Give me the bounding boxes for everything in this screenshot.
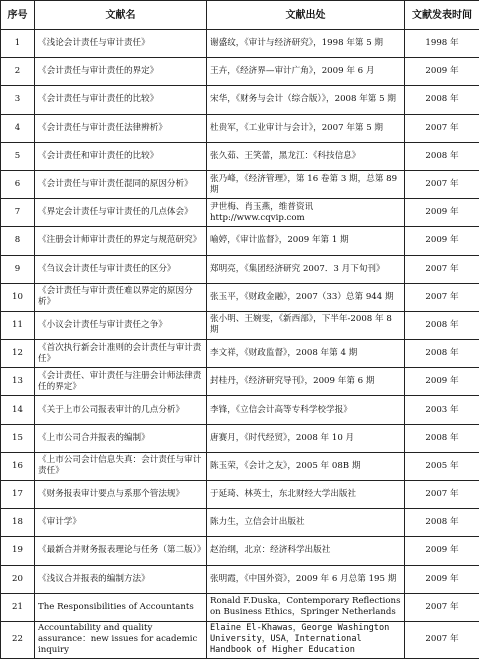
header-source: 文献出处 <box>207 1 405 30</box>
row-title: 《界定会计责任与审计责任的几点体会》 <box>35 199 207 227</box>
row-source: 郑明亮，《集团经济研究 2007．3 月下旬刊》 <box>207 255 405 283</box>
row-title: 《上市公司合并报表的编制》 <box>35 424 207 452</box>
row-number: 11 <box>1 311 35 339</box>
table-row <box>1 424 479 452</box>
row-number: 14 <box>1 396 35 424</box>
row-year: 2009 年 <box>405 227 479 255</box>
table-row <box>1 481 479 509</box>
row-number: 20 <box>1 565 35 593</box>
row-year: 2009 年 <box>405 368 479 396</box>
row-year: 2008 年 <box>405 424 479 452</box>
row-number: 6 <box>1 170 35 198</box>
table-row <box>1 86 479 114</box>
row-year: 2003 年 <box>405 396 479 424</box>
row-year: 2007 年 <box>405 621 479 658</box>
row-number: 5 <box>1 142 35 170</box>
row-year: 2009 年 <box>405 58 479 86</box>
row-source: 张明霞，《中国外资》，2009 年 6 月总第 195 期 <box>207 565 405 593</box>
row-year: 2008 年 <box>405 142 479 170</box>
row-source: 张乃峰，《经济管理》，第 16 卷第 3 期，总第 89 期 <box>207 170 405 198</box>
row-source: Elaine El-Khawas，George Washington University，USA，International Handbook of Higher Education <box>207 621 405 658</box>
row-source: 尹世梅、肖玉燕，维普资讯 http://www.cqvip.com <box>207 199 405 227</box>
row-source: 喻婷，《审计监督》，2009 年第 1 期 <box>207 227 405 255</box>
row-year: 2007 年 <box>405 170 479 198</box>
row-source: 杜贵军，《工业审计与会计》，2007 年第 5 期 <box>207 114 405 142</box>
row-number: 2 <box>1 58 35 86</box>
row-source: 张久茹、王笑蕾，黑龙江：《科技信息》 <box>207 142 405 170</box>
row-title: 《上市公司会计信息失真：会计责任与审计责任》 <box>35 452 207 480</box>
table-row <box>1 170 479 198</box>
table-row <box>1 142 479 170</box>
table-row <box>1 30 479 58</box>
row-source: 王卉，《经济界—审计广角》，2009 年 6 月 <box>207 58 405 86</box>
row-source: 唐赛月，《时代经贸》，2008 年 10 月 <box>207 424 405 452</box>
row-source: 张小明、王婉雯，《新西部》，下半年-2008 年 8 期 <box>207 311 405 339</box>
row-title: 《会计责任与审计责任混同的原因分析》 <box>35 170 207 198</box>
row-source: 谢盛纹，《审计与经济研究》，1998 年第 5 期 <box>207 30 405 58</box>
row-number: 18 <box>1 509 35 537</box>
row-title: 《会计责任、审计责任与注册会计师法律责任的界定》 <box>35 368 207 396</box>
table-row <box>1 565 479 593</box>
header-title: 文献名 <box>35 1 207 30</box>
row-year: 1998 年 <box>405 30 479 58</box>
row-source: 于延琦、林英士，东北财经大学出版社 <box>207 481 405 509</box>
row-title: 《会计责任与审计责任的界定》 <box>35 58 207 86</box>
header-year: 文献发表时间 <box>405 1 479 30</box>
row-number: 16 <box>1 452 35 480</box>
row-number: 12 <box>1 340 35 368</box>
table-row <box>1 593 479 621</box>
row-year: 2008 年 <box>405 340 479 368</box>
row-year: 2008 年 <box>405 509 479 537</box>
row-source: 李文祥，《财政监督》，2008 年第 4 期 <box>207 340 405 368</box>
row-source: 李锋，《立信会计高等专科学校学报》 <box>207 396 405 424</box>
table-row <box>1 199 479 227</box>
row-year: 2009 年 <box>405 565 479 593</box>
row-year: 2008 年 <box>405 86 479 114</box>
table-row <box>1 283 479 311</box>
row-number: 13 <box>1 368 35 396</box>
row-title: 《财务报表审计要点与系那个管法规》 <box>35 481 207 509</box>
table-row <box>1 621 479 658</box>
row-title: 《会计责任和审计责任的比较》 <box>35 142 207 170</box>
row-year: 2009 年 <box>405 537 479 565</box>
row-year: 2007 年 <box>405 283 479 311</box>
row-year: 2007 年 <box>405 255 479 283</box>
table-row <box>1 509 479 537</box>
row-title: 《注册会计师审计责任的界定与规范研究》 <box>35 227 207 255</box>
row-number: 3 <box>1 86 35 114</box>
row-number: 9 <box>1 255 35 283</box>
row-title: 《审计学》 <box>35 509 207 537</box>
table-row <box>1 452 479 480</box>
table-row <box>1 537 479 565</box>
row-source: 宋华，《财务与会计（综合版）》，2008 年第 5 期 <box>207 86 405 114</box>
row-title: 《浅论会计责任与审计责任》 <box>35 30 207 58</box>
table-row <box>1 368 479 396</box>
table-row <box>1 227 479 255</box>
row-source: Ronald F.Duska，Contemporary Reflections on Business Ethics，Springer Netherlands <box>207 593 405 621</box>
row-number: 22 <box>1 621 35 658</box>
row-title: Accountability and quality assurance：new issues for academic inquiry <box>35 621 207 658</box>
row-title: 《最新合并财务报表理论与任务（第二版）》 <box>35 537 207 565</box>
row-title: The Responsibilities of Accountants <box>35 593 207 621</box>
row-title: 《关于上市公司报表审计的几点分析》 <box>35 396 207 424</box>
row-year: 2007 年 <box>405 481 479 509</box>
row-year: 2009 年 <box>405 199 479 227</box>
row-title: 《会计责任与审计责任的比较》 <box>35 86 207 114</box>
row-number: 19 <box>1 537 35 565</box>
row-number: 1 <box>1 30 35 58</box>
row-title: 《小议会计责任与审计责任之争》 <box>35 311 207 339</box>
table-row <box>1 340 479 368</box>
row-title: 《首次执行新会计准则的会计责任与审计责任》 <box>35 340 207 368</box>
row-source: 张玉平，《财政金融》，2007（33）总第 944 期 <box>207 283 405 311</box>
header-row <box>1 1 479 30</box>
row-year: 2007 年 <box>405 114 479 142</box>
table-row <box>1 58 479 86</box>
header-no: 序号 <box>1 1 35 30</box>
row-number: 10 <box>1 283 35 311</box>
row-number: 7 <box>1 199 35 227</box>
table-row <box>1 396 479 424</box>
table-row <box>1 311 479 339</box>
row-source: 赵治纲，北京：经济科学出版社 <box>207 537 405 565</box>
row-source: 陈玉荣，《会计之友》，2005 年 08B 期 <box>207 452 405 480</box>
row-year: 2008 年 <box>405 311 479 339</box>
table-row <box>1 114 479 142</box>
row-number: 8 <box>1 227 35 255</box>
row-title: 《浅议合并报表的编制方法》 <box>35 565 207 593</box>
row-number: 17 <box>1 481 35 509</box>
row-number: 21 <box>1 593 35 621</box>
row-title: 《会计责任与审计责任难以界定的原因分析》 <box>35 283 207 311</box>
table-row <box>1 255 479 283</box>
row-year: 2007 年 <box>405 593 479 621</box>
row-source: 陈力生，立信会计出版社 <box>207 509 405 537</box>
row-title: 《会计责任与审计责任法律辨析》 <box>35 114 207 142</box>
row-source: 封桂丹，《经济研究导刊》，2009 年第 6 期 <box>207 368 405 396</box>
row-number: 4 <box>1 114 35 142</box>
row-number: 15 <box>1 424 35 452</box>
row-year: 2005 年 <box>405 452 479 480</box>
row-title: 《刍议会计责任与审计责任的区分》 <box>35 255 207 283</box>
